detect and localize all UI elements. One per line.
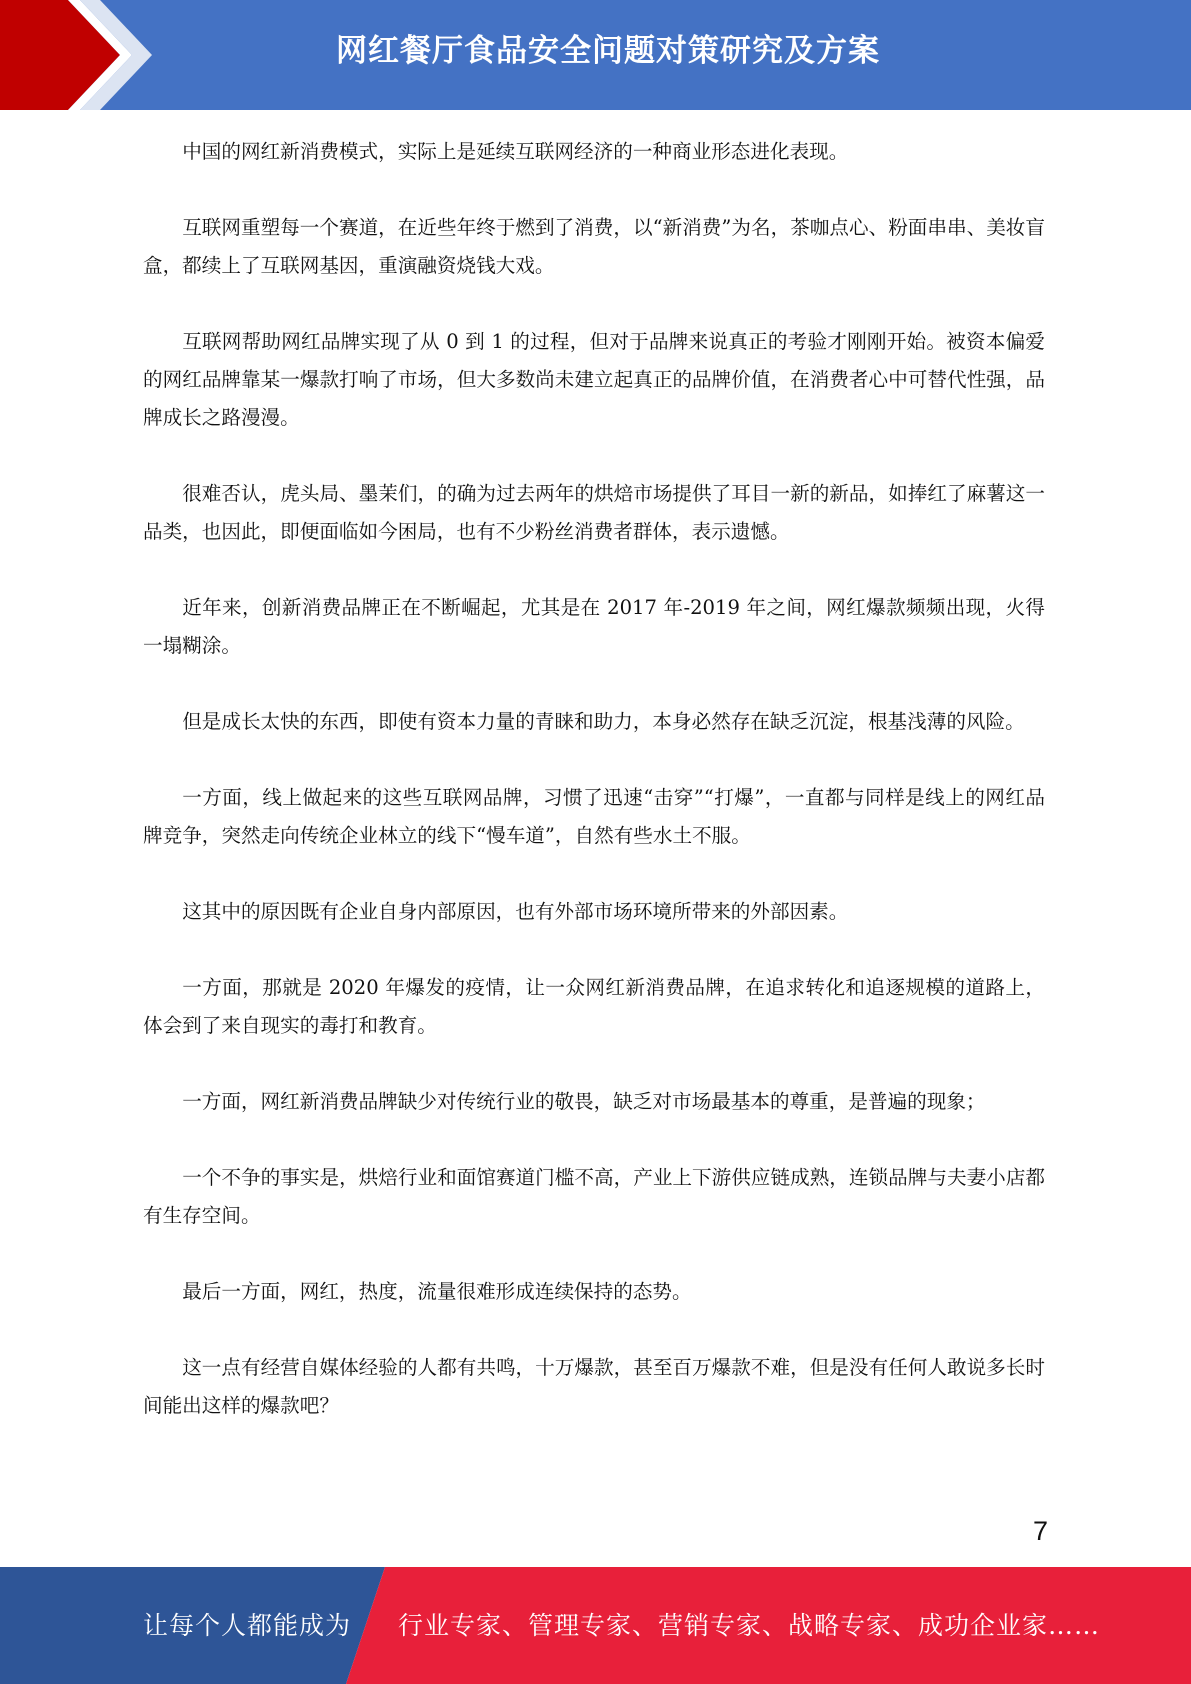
paragraph: 中国的网红新消费模式，实际上是延续互联网经济的一种商业形态进化表现。 [182,140,849,163]
paragraph: 这一点有经营自媒体经验的人都有共鸣，十万爆款，甚至百万爆款不难，但是没有任何人敢说多长时间能出这样的爆款吧？ [143,1356,1045,1417]
paragraph: 这其中的原因既有企业自身内部原因，也有外部市场环境所带来的外部因素。 [182,900,849,923]
paragraph: 很难否认，虎头局、墨茉们，的确为过去两年的烘焙市场提供了耳目一新的新品，如捧红了麻薯这一品类，也因此，即便面临如今困局，也有不少粉丝消费者群体，表示遗憾。 [143,482,1045,543]
paragraph: 最后一方面，网红，热度，流量很难形成连续保持的态势。 [182,1280,692,1303]
footer-banner [0,1567,1191,1684]
header-banner [0,0,1191,110]
footer-slogan: 让每个人都能成为 [143,1611,352,1640]
paragraph: 近年来，创新消费品牌正在不断崛起，尤其是在 2017 年-2019 年之间，网红爆款频频出现，火得一塌糊涂。 [143,596,1045,657]
paragraph: 一方面，线上做起来的这些互联网品牌，习惯了迅速“击穿”“打爆”，一直都与同样是线上的网红品牌竞争，突然走向传统企业林立的线下“慢车道”，自然有些水土不服。 [143,786,1045,847]
footer-roles: 行业专家、管理专家、营销专家、战略专家、成功企业家…… [398,1611,1101,1640]
paragraph: 但是成长太快的东西，即使有资本力量的青睐和助力，本身必然存在缺乏沉淀，根基浅薄的风险。 [182,710,1025,733]
document-body [143,133,1045,1463]
paragraph: 互联网重塑每一个赛道，在近些年终于燃到了消费，以“新消费”为名，茶咖点心、粉面串串、美妆盲盒，都续上了互联网基因，重演融资烧钱大戏。 [143,216,1045,277]
paragraph: 互联网帮助网红品牌实现了从 0 到 1 的过程，但对于品牌来说真正的考验才刚刚开始。被资本偏爱的网红品牌靠某一爆款打响了市场，但大多数尚未建立起真正的品牌价值，在消费者心中可替代性强，品牌成长之路漫漫。 [143,330,1045,429]
paragraph: 一方面，网红新消费品牌缺少对传统行业的敬畏，缺乏对市场最基本的尊重，是普遍的现象； [182,1090,986,1113]
paragraph: 一方面，那就是 2020 年爆发的疫情，让一众网红新消费品牌，在追求转化和追逐规模的道路上，体会到了来自现实的毒打和教育。 [143,976,1045,1037]
document-title: 网红餐厅食品安全问题对策研究及方案 [336,33,880,69]
paragraph: 一个不争的事实是，烘焙行业和面馆赛道门槛不高，产业上下游供应链成熟，连锁品牌与夫妻小店都有生存空间。 [143,1166,1045,1227]
page-number: 7 [1032,1516,1048,1546]
